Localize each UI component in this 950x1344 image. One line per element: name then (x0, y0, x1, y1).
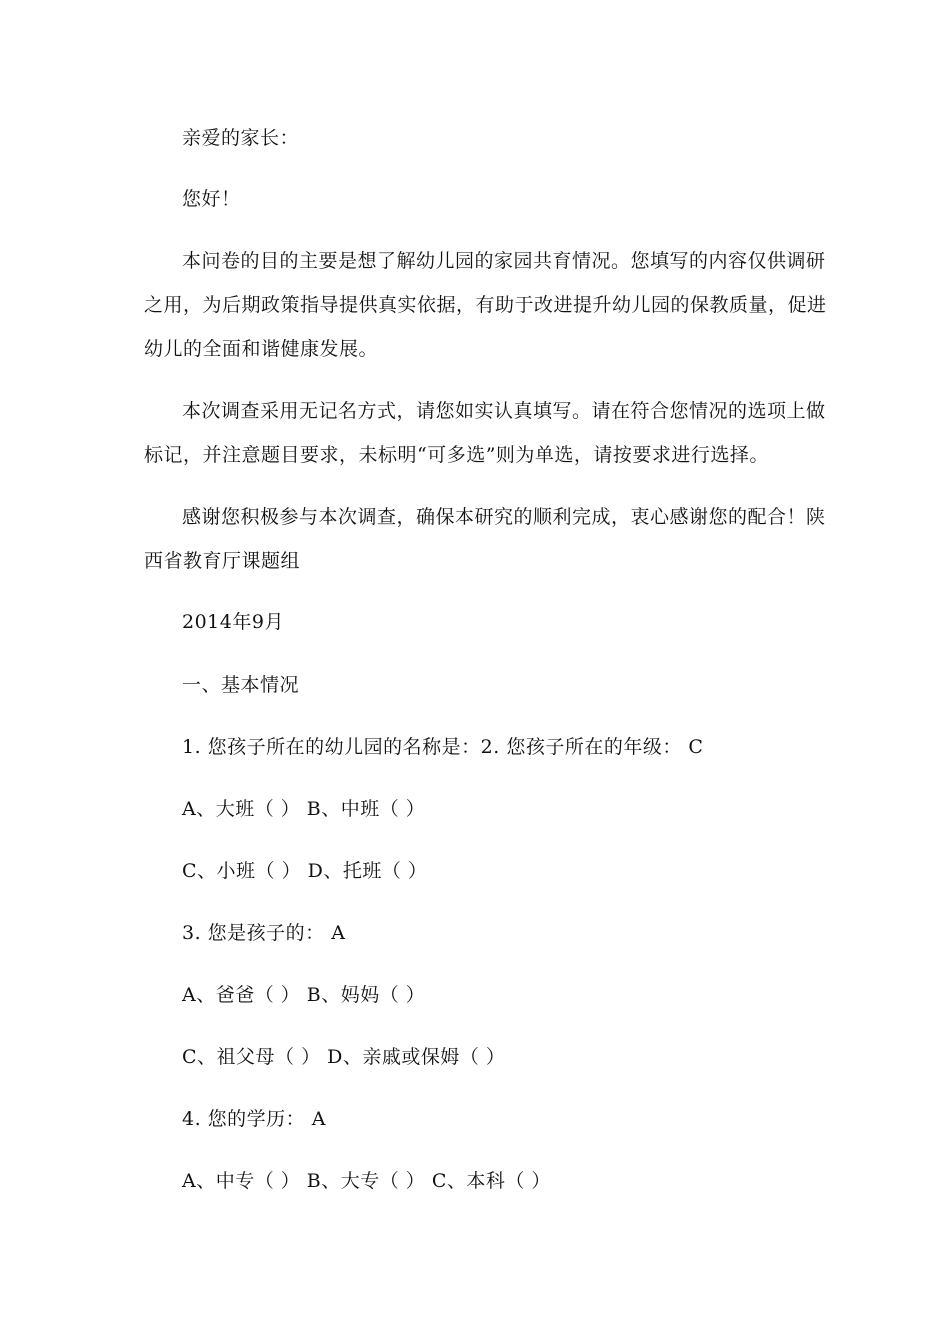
purpose-paragraph-line-2: 之用，为后期政策指导提供真实依据，有助于改进提升幼儿园的保教质量，促进 (144, 294, 827, 316)
hello-line: 您好！ (182, 188, 241, 210)
instructions-paragraph-line-1: 本次调查采用无记名方式，请您如实认真填写。请在符合您情况的选项上做 (182, 400, 826, 422)
question-2-options-row-1: A、大班（ ） B、中班（ ） (182, 798, 426, 820)
question-2-options-row-2: C、小班（ ） D、托班（ ） (182, 860, 428, 882)
question-1-2: 1. 您孩子所在的幼儿园的名称是：2. 您孩子所在的年级： C (182, 736, 704, 758)
question-4: 4. 您的学历： A (182, 1108, 326, 1130)
instructions-paragraph-line-2: 标记，并注意题目要求，未标明“可多选”则为单选，请按要求进行选择。 (144, 444, 769, 466)
thanks-paragraph-line-2: 西省教育厅课题组 (144, 550, 301, 572)
question-3-options-row-2: C、祖父母（ ） D、亲戚或保姆（ ） (182, 1046, 506, 1068)
section-title: 一、基本情况 (182, 674, 300, 696)
greeting: 亲爱的家长： (182, 127, 300, 149)
question-3: 3. 您是孩子的： A (182, 922, 346, 944)
purpose-paragraph-line-3: 幼儿的全面和谐健康发展。 (144, 338, 379, 360)
question-3-options-row-1: A、爸爸（ ） B、妈妈（ ） (182, 984, 426, 1006)
date-line: 2014年9月 (182, 611, 284, 633)
purpose-paragraph-line-1: 本问卷的目的主要是想了解幼儿园的家园共育情况。您填写的内容仅供调研 (182, 250, 826, 272)
thanks-paragraph-line-1: 感谢您积极参与本次调查，确保本研究的顺利完成，衷心感谢您的配合！陕 (182, 506, 826, 528)
question-4-options-row-1: A、中专（ ） B、大专（ ） C、本科（ ） (182, 1170, 551, 1192)
